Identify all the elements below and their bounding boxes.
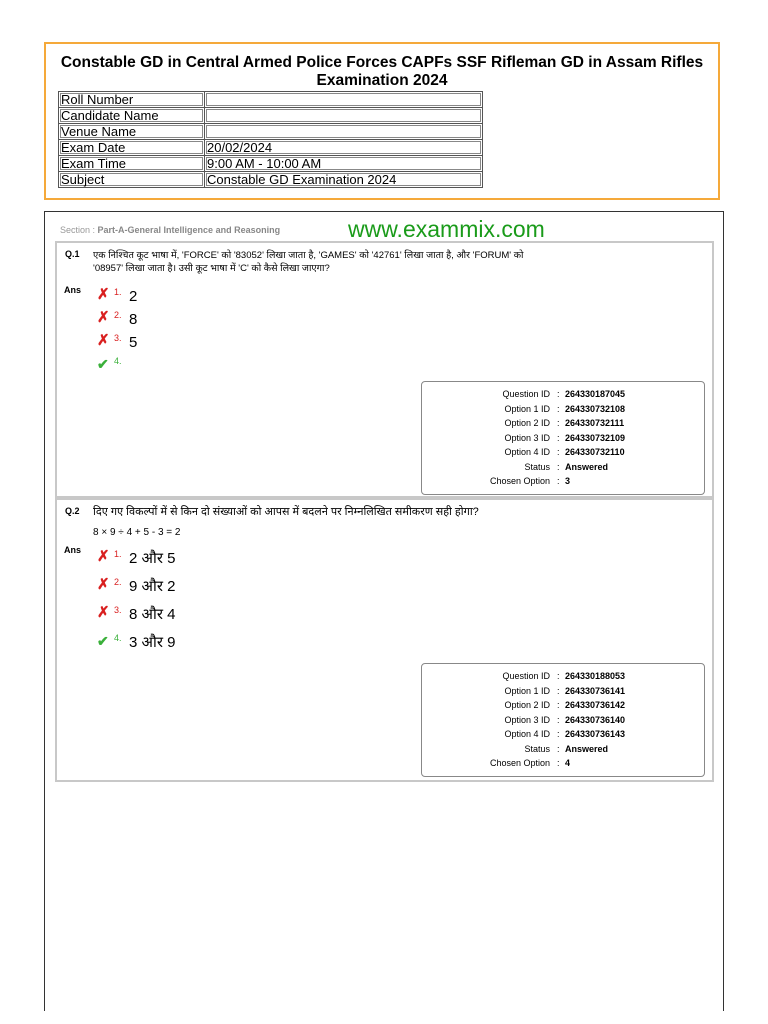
- info-value: Constable GD Examination 2024: [205, 172, 483, 188]
- cross-icon: ✗: [97, 286, 110, 303]
- check-icon: ✔: [97, 356, 109, 372]
- cross-icon: ✗: [97, 309, 110, 326]
- option-text: 8 और 4: [129, 606, 176, 623]
- question-card: [55, 241, 714, 498]
- option-text: 8: [129, 311, 138, 328]
- ans-label: Ans: [64, 285, 82, 295]
- question-info-box: [421, 663, 705, 777]
- option-number: 2.: [114, 310, 122, 320]
- question-number: Q.1: [65, 249, 80, 259]
- info-label: Venue Name: [59, 124, 205, 140]
- ans-label: Ans: [64, 545, 82, 555]
- info-row-roll-number: [59, 92, 483, 108]
- question-number: Q.2: [65, 506, 80, 516]
- section-label: Section : Part-A-General Intelligence and Reasoning: [60, 225, 281, 235]
- question-card: [55, 498, 714, 782]
- candidate-info-table: [58, 91, 483, 188]
- exam-title: Constable GD in Central Armed Police Forces CAPFs SSF Rifleman GD in Assam Rifles Examination 2024: [60, 54, 704, 89]
- info-row: Status : Answered: [524, 743, 609, 754]
- info-value: [205, 124, 483, 140]
- question-info-box: [421, 381, 705, 495]
- option-text: 2 और 5: [129, 550, 176, 567]
- info-row: Option 3 ID : 264330736140: [504, 714, 626, 725]
- info-row: Option 3 ID : 264330732109: [504, 432, 626, 443]
- info-row: Option 2 ID : 264330736142: [504, 700, 626, 710]
- option-number: 3.: [114, 605, 122, 615]
- option-text: 3 और 9: [129, 634, 176, 651]
- option-number: 4.: [114, 633, 122, 643]
- cross-icon: ✗: [97, 332, 110, 349]
- option-number: 3.: [114, 333, 122, 343]
- option-number: 1.: [114, 287, 122, 297]
- option-number: 2.: [114, 577, 122, 587]
- watermark: www.exammix.com: [348, 216, 545, 242]
- option-number: 1.: [114, 549, 122, 559]
- option-text: 9 और 2: [129, 578, 176, 595]
- response-sheet: [44, 211, 724, 1011]
- info-row: Question ID : 264330188053: [502, 671, 626, 681]
- check-icon: ✔: [97, 633, 109, 649]
- info-row: Option 4 ID : 264330732110: [504, 447, 625, 457]
- section-name: Part-A-General Intelligence and Reasoning: [97, 225, 281, 235]
- info-value: 9:00 AM - 10:00 AM: [205, 156, 483, 172]
- info-label: Candidate Name: [59, 108, 205, 124]
- info-row: Status : Answered: [524, 461, 609, 472]
- option-text: 2: [129, 288, 138, 305]
- info-value: 20/02/2024: [205, 140, 483, 156]
- info-row: Option 1 ID : 264330732108: [504, 403, 626, 414]
- info-label: Exam Time: [59, 156, 205, 172]
- info-row: Chosen Option : 3: [489, 476, 571, 486]
- question-text: दिए गए विकल्पों में से किन दो संख्याओं को आपस में बदलने पर निम्नलिखित समीकरण सही होगा?: [93, 506, 479, 518]
- info-label: Exam Date: [59, 140, 205, 156]
- info-row: Option 2 ID : 264330732111: [504, 418, 625, 428]
- info-row-subject: [59, 172, 483, 188]
- info-row: Option 1 ID : 264330736141: [504, 685, 626, 696]
- cross-icon: ✗: [97, 604, 110, 621]
- info-row-venue-name: [59, 124, 483, 140]
- info-label: Subject: [59, 172, 205, 188]
- info-row-exam-time: [59, 156, 483, 172]
- question-text: एक निश्चित कूट भाषा में, 'FORCE' को '83052' लिखा जाता है, 'GAMES' को '42761' लिखा जाता है, और 'FORUM' को '08957' लिखा जाता है। उसी कूट भाषा में 'C' को कैसे लिखा जाएगा?: [93, 250, 524, 274]
- cross-icon: ✗: [97, 576, 110, 593]
- info-value: [205, 92, 483, 108]
- info-row-exam-date: [59, 140, 483, 156]
- info-row-candidate-name: [59, 108, 483, 124]
- info-label: Roll Number: [59, 92, 205, 108]
- option-text: 5: [129, 334, 138, 351]
- info-row: Chosen Option : 4: [489, 758, 571, 768]
- cross-icon: ✗: [97, 548, 110, 565]
- exam-header: [44, 42, 720, 200]
- info-row: Option 4 ID : 264330736143: [504, 729, 626, 739]
- option-number: 4.: [114, 356, 122, 366]
- info-row: Question ID : 264330187045: [502, 389, 626, 399]
- question-expression: 8 × 9 ÷ 4 + 5 - 3 = 2: [93, 527, 181, 538]
- info-value: [205, 108, 483, 124]
